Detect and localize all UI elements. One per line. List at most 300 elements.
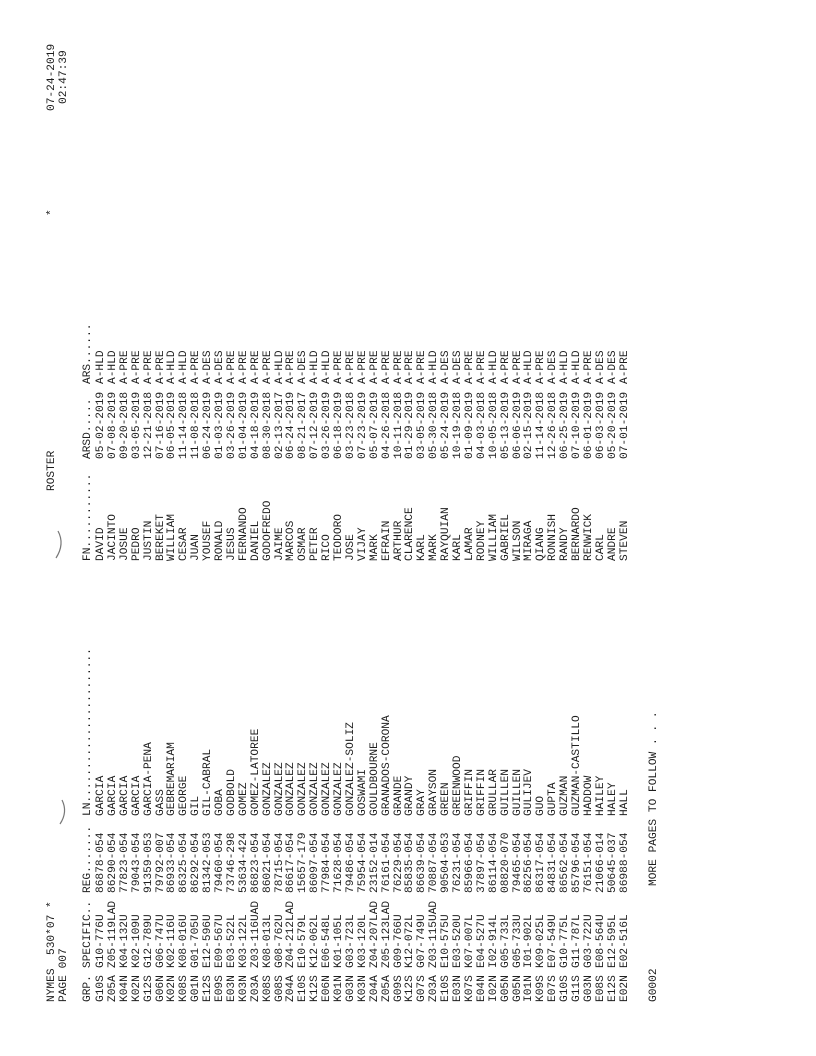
reg-cell: 85796-054 — [571, 832, 583, 893]
specific-cell: K08-016U — [178, 914, 191, 968]
grp-cell: K12S — [309, 975, 322, 1002]
ars-cell: A-DES — [202, 350, 215, 384]
first-name-cell: ANDRE — [606, 527, 619, 561]
ars-cell: A-HLD — [106, 350, 119, 384]
arsd-cell: 12-26-2018 — [547, 391, 560, 459]
first-name-cell: GODOFREDO — [261, 500, 274, 561]
ars-cell: A-DES — [606, 350, 619, 384]
col-header-ars: ARS...... — [82, 323, 94, 384]
reg-cell: 77823-054 — [118, 832, 131, 893]
col-header-ln: LN....................... — [82, 648, 94, 816]
ars-cell: A-PRE — [285, 350, 298, 384]
specific-cell: G03-723L — [344, 914, 357, 968]
first-name-cell: RODNEY — [475, 520, 488, 561]
ars-cell: A-DES — [594, 350, 607, 384]
specific-cell: Z04-207LAD — [368, 900, 381, 968]
arsd-cell: 08-21-2017 — [297, 391, 310, 459]
ars-cell: A-PRE — [404, 350, 417, 384]
last-name-cell: GREENWOOD — [452, 755, 464, 816]
specific-cell: E07-549U — [547, 914, 560, 968]
ars-cell: A-PRE — [535, 350, 548, 384]
grp-cell: E12S — [606, 975, 619, 1002]
first-name-cell: LAMAR — [463, 527, 476, 561]
specific-cell: E06-548L — [321, 914, 334, 968]
arsd-cell: 11-14-2018 — [178, 391, 191, 459]
arsd-cell: 02-15-2019 — [523, 391, 536, 459]
grp-cell: G06N — [154, 975, 167, 1002]
first-name-cell: JUAN — [190, 534, 203, 561]
grp-cell: E09S — [214, 975, 226, 1002]
grp-cell: E08S — [594, 975, 607, 1002]
arsd-cell: 11-14-2018 — [535, 391, 548, 459]
arsd-cell: 06-18-2019 — [333, 391, 345, 459]
last-name-cell: HADDOW — [582, 775, 595, 816]
first-name-cell: JESUS — [225, 527, 238, 561]
specific-cell: G11-787L — [571, 914, 583, 968]
arsd-cell: 12-21-2018 — [142, 391, 155, 459]
last-name-cell: GARCIA — [130, 775, 143, 816]
grp-cell: K02N — [166, 975, 179, 1002]
first-name-cell: WILLIAM — [487, 514, 500, 561]
specific-cell: G12-789U — [142, 914, 155, 968]
last-name-cell: GRANDE — [392, 775, 405, 816]
specific-cell: Z05-119LAD — [106, 900, 119, 968]
last-name-cell: GONZALEZ — [273, 762, 286, 816]
reg-cell: 21066-014 — [594, 832, 607, 893]
specific-cell: Z03-116UAD — [249, 900, 262, 968]
grp-cell: K01N — [333, 975, 345, 1002]
ars-cell: A-HLD — [321, 350, 334, 384]
first-name-cell: RONNISH — [547, 514, 560, 561]
grp-cell: G12S — [142, 975, 155, 1002]
last-name-cell: GONZALEZ — [321, 762, 334, 816]
specific-cell: K12-062L — [309, 914, 322, 968]
footer-code: G0002 — [648, 968, 660, 1002]
reg-cell: 86617-054 — [285, 832, 298, 893]
reg-cell: 78715-054 — [273, 832, 286, 893]
last-name-cell: GODBOLD — [225, 769, 238, 816]
arsd-cell: 04-26-2018 — [380, 391, 393, 459]
grp-cell: E07S — [547, 975, 560, 1002]
ars-cell: A-PRE — [368, 350, 381, 384]
ars-cell: A-PRE — [261, 350, 274, 384]
last-name-cell: GASS — [154, 789, 167, 816]
reg-cell: 76161-054 — [380, 832, 393, 893]
grp-cell: Z05A — [380, 975, 393, 1002]
arsd-cell: 05-13-2019 — [499, 391, 512, 459]
ars-cell: A-HLD — [273, 350, 286, 384]
reg-cell: 37897-054 — [475, 832, 488, 893]
ars-cell: A-PRE — [618, 350, 631, 384]
arsd-cell: 06-06-2019 — [511, 391, 524, 459]
first-name-cell: RENWICK — [582, 514, 595, 561]
roster-title: ROSTER — [46, 450, 58, 491]
grp-cell: G03N — [582, 975, 595, 1002]
ars-cell: A-PRE — [380, 350, 393, 384]
col-header-fn: FN........... — [82, 473, 94, 561]
first-name-cell: RICO — [321, 534, 334, 561]
first-name-cell: CARL — [594, 534, 607, 561]
grp-cell: G08S — [273, 975, 286, 1002]
arsd-cell: 06-24-2019 — [202, 391, 215, 459]
arsd-cell: 03-26-2019 — [321, 391, 334, 459]
grp-cell: K03N — [237, 975, 250, 1002]
last-name-cell: GUILLEN — [499, 769, 512, 816]
grp-cell: Z03A — [428, 975, 441, 1002]
specific-cell: G03-722U — [582, 914, 595, 968]
first-name-cell: MIRAGA — [523, 520, 536, 561]
specific-cell: K02-116U — [166, 914, 179, 968]
first-name-cell: JOSUE — [118, 527, 131, 561]
grp-cell: E02N — [618, 975, 631, 1002]
reg-cell: 76151-054 — [582, 832, 595, 893]
first-name-cell: STEVEN — [618, 520, 631, 561]
specific-cell: E03-520U — [452, 914, 464, 968]
last-name-cell: HALL — [618, 789, 631, 816]
grp-cell: E04N — [475, 975, 488, 1002]
footer-message: MORE PAGES TO FOLLOW . . . — [648, 711, 660, 886]
reg-cell: 77984-054 — [321, 832, 334, 893]
ars-cell: A-PRE — [416, 350, 429, 384]
arsd-cell: 02-13-2017 — [273, 391, 286, 459]
arsd-cell: 01-04-2019 — [237, 391, 250, 459]
ars-cell: A-HLD — [523, 350, 536, 384]
reg-cell: 86823-054 — [249, 832, 262, 893]
last-name-cell: HALEY — [606, 782, 619, 816]
ars-cell: A-PRE — [333, 350, 345, 384]
first-name-cell: RONALD — [214, 520, 226, 561]
reg-cell: 70887-054 — [428, 832, 441, 893]
last-name-cell: GARCIA — [118, 775, 131, 816]
specific-cell: E09-567U — [214, 914, 226, 968]
arsd-cell: 06-24-2019 — [285, 391, 298, 459]
col-header-specific: SPECIFIC.. — [82, 900, 94, 968]
grp-cell: Z05A — [106, 975, 119, 1002]
first-name-cell: BEREKET — [154, 514, 167, 561]
reg-cell: 84831-054 — [547, 832, 560, 893]
reg-cell: 76231-054 — [452, 832, 464, 893]
specific-cell: K03-120L — [356, 914, 369, 968]
reg-cell: 53634-424 — [237, 832, 250, 893]
last-name-cell: GONZALEZ — [285, 762, 298, 816]
reg-cell: 79792-007 — [154, 832, 167, 893]
last-name-cell: GEBREMARIAM — [166, 742, 179, 816]
first-name-cell: OSMAR — [297, 527, 310, 561]
ars-cell: A-DES — [547, 350, 560, 384]
first-name-cell: ARTHUR — [392, 520, 405, 561]
last-name-cell: GRULLAR — [487, 769, 500, 816]
first-name-cell: RANDY — [559, 527, 572, 561]
first-name-cell: EFRAIN — [380, 520, 393, 561]
grp-cell: G01N — [190, 975, 203, 1002]
grp-cell: Z03A — [249, 975, 262, 1002]
reg-cell: 79486-054 — [344, 832, 357, 893]
grp-cell: E10S — [297, 975, 310, 1002]
arsd-cell: 01-09-2019 — [463, 391, 476, 459]
grp-cell: I02N — [487, 975, 500, 1002]
reg-cell: 86290-054 — [106, 832, 119, 893]
last-name-cell: GARCIA — [106, 775, 119, 816]
first-name-cell: KARL — [452, 534, 464, 561]
first-name-cell: MARK — [368, 534, 381, 561]
first-name-cell: JACINTO — [106, 514, 119, 561]
ars-cell: A-PRE — [475, 350, 488, 384]
last-name-cell: GONZALEZ-SOLIZ — [344, 722, 357, 816]
reg-cell: 86639-054 — [416, 832, 429, 893]
arsd-cell: 06-05-2019 — [166, 391, 179, 459]
arsd-cell: 05-20-2019 — [606, 391, 619, 459]
arsd-cell: 01-29-2019 — [404, 391, 417, 459]
first-name-cell: GABRIEL — [499, 514, 512, 561]
ars-cell: A-PRE — [582, 350, 595, 384]
first-name-cell: MARCOS — [285, 520, 298, 561]
first-name-cell: CESAR — [178, 527, 191, 561]
last-name-cell: GRIFFIN — [475, 769, 488, 816]
arsd-cell: 01-03-2019 — [214, 391, 226, 459]
last-name-cell: GARCIA — [95, 775, 107, 816]
specific-cell: K01-105L — [333, 914, 345, 968]
specific-cell: I02-914L — [487, 914, 500, 968]
arsd-cell: 10-11-2018 — [392, 391, 405, 459]
reg-cell: 50645-037 — [606, 832, 619, 893]
specific-cell: G05-733L — [499, 914, 512, 968]
arsd-cell: 03-05-2019 — [416, 391, 429, 459]
arsd-cell: 09-20-2018 — [118, 391, 131, 459]
arsd-cell: 07-16-2019 — [154, 391, 167, 459]
last-name-cell: GRAYSON — [428, 769, 441, 816]
specific-cell: E04-527U — [475, 914, 488, 968]
first-name-cell: BERNARDO — [571, 507, 583, 561]
ars-cell: A-PRE — [237, 350, 250, 384]
reg-cell: 86325-054 — [178, 832, 191, 893]
arsd-cell: 07-12-2019 — [309, 391, 322, 459]
specific-cell: Z04-212LAD — [285, 900, 298, 968]
arsd-cell: 06-03-2019 — [594, 391, 607, 459]
ars-cell: A-HLD — [487, 350, 500, 384]
first-name-cell: TEODORO — [333, 514, 345, 561]
arsd-cell: 04-18-2019 — [249, 391, 262, 459]
reg-cell: 79465-054 — [511, 832, 524, 893]
first-name-cell: WILSON — [511, 520, 524, 561]
ars-cell: A-HLD — [309, 350, 322, 384]
grp-cell: Z04A — [368, 975, 381, 1002]
last-name-cell: GRANADOS-CORONA — [380, 715, 393, 816]
arsd-cell: 03-05-2019 — [130, 391, 143, 459]
specific-cell: E12-595L — [606, 914, 619, 968]
report-date: 07-24-2019 — [46, 43, 58, 111]
first-name-cell: JOSE — [344, 534, 357, 561]
grp-cell: G07S — [416, 975, 429, 1002]
col-header-grp: GRP. — [82, 975, 94, 1002]
last-name-cell: GIL — [190, 795, 203, 816]
first-name-cell: JAIME — [273, 527, 286, 561]
first-name-cell: PEDRO — [130, 527, 143, 561]
grp-cell: K12S — [404, 975, 417, 1002]
specific-cell: E03-522L — [225, 914, 238, 968]
specific-cell: G05-733U — [511, 914, 524, 968]
specific-cell: E10-579L — [297, 914, 310, 968]
ars-cell: A-HLD — [178, 350, 191, 384]
last-name-cell: GUZMAN — [559, 775, 572, 816]
last-name-cell: GOBA — [214, 789, 226, 816]
specific-cell: E12-596U — [202, 914, 215, 968]
reg-cell: 73746-298 — [225, 832, 238, 893]
ars-cell: A-HLD — [428, 350, 441, 384]
arsd-cell: 05-30-2018 — [428, 391, 441, 459]
first-name-cell: WILLIAM — [166, 514, 179, 561]
grp-cell: G11S — [571, 975, 583, 1002]
arsd-cell: 07-10-2019 — [571, 391, 583, 459]
last-name-cell: GRANDY — [404, 775, 417, 816]
ars-cell: A-DES — [440, 350, 453, 384]
ars-cell: A-PRE — [392, 350, 405, 384]
header-title-left: NYMES 530*07 * — [46, 901, 58, 1002]
ars-cell: A-HLD — [559, 350, 572, 384]
ars-cell: A-PRE — [463, 350, 476, 384]
arsd-cell: 08-30-2018 — [261, 391, 274, 459]
ars-cell: A-PRE — [344, 350, 357, 384]
last-name-cell: GUZMAN-CASTILLO — [571, 715, 583, 816]
reg-cell: 08820-070 — [499, 832, 512, 893]
specific-cell: K09-025L — [535, 914, 548, 968]
reg-cell: 86114-054 — [487, 832, 500, 893]
arsd-cell: 05-24-2019 — [440, 391, 453, 459]
specific-cell: E08-564U — [594, 914, 607, 968]
specific-cell: K02-109U — [130, 914, 143, 968]
header-star: * — [46, 209, 58, 216]
grp-cell: K08S — [261, 975, 274, 1002]
ars-cell: A-PRE — [249, 350, 262, 384]
last-name-cell: GONZALEZ — [297, 762, 310, 816]
specific-cell: G01-705U — [190, 914, 203, 968]
specific-cell: G08-762U — [273, 914, 286, 968]
first-name-cell: PETER — [309, 527, 322, 561]
ars-cell: A-HLD — [571, 350, 583, 384]
arsd-cell: 07-01-2019 — [618, 391, 631, 459]
reg-cell: 85966-054 — [463, 832, 476, 893]
last-name-cell: GOMEZ — [237, 782, 250, 816]
specific-cell: Z05-123LAD — [380, 900, 393, 968]
ars-cell: A-PRE — [190, 350, 203, 384]
specific-cell: I01-902L — [523, 914, 536, 968]
grp-cell: K03N — [356, 975, 369, 1002]
grp-cell: E10S — [440, 975, 453, 1002]
arsd-cell: 10-05-2018 — [487, 391, 500, 459]
specific-cell: K07-007L — [463, 914, 476, 968]
last-name-cell: GUO — [535, 795, 548, 816]
reg-cell: 86256-054 — [523, 832, 536, 893]
ars-cell: A-PRE — [225, 350, 238, 384]
reg-cell: 71628-054 — [333, 832, 345, 893]
grp-cell: G03N — [344, 975, 357, 1002]
reg-cell: 15657-179 — [297, 832, 310, 893]
grp-cell: Z04A — [285, 975, 298, 1002]
ars-cell: A-HLD — [95, 350, 107, 384]
ars-cell: A-PRE — [154, 350, 167, 384]
grp-cell: K04N — [118, 975, 131, 1002]
grp-cell: G05N — [511, 975, 524, 1002]
grp-cell: K07S — [463, 975, 476, 1002]
specific-cell: K08-013L — [261, 914, 274, 968]
last-name-cell: HAILEY — [594, 775, 607, 816]
reg-cell: 86317-054 — [535, 832, 548, 893]
last-name-cell: GEORGE — [178, 775, 191, 816]
first-name-cell: MARK — [428, 534, 441, 561]
reg-cell: 86933-054 — [166, 832, 179, 893]
ars-cell: A-PRE — [356, 350, 369, 384]
reg-cell: 79460-054 — [214, 832, 226, 893]
specific-cell: G07-749U — [416, 914, 429, 968]
first-name-cell: VIJAY — [356, 527, 369, 561]
ars-cell: A-PRE — [118, 350, 131, 384]
grp-cell: E06N — [321, 975, 334, 1002]
reg-cell: 81342-053 — [202, 832, 215, 893]
first-name-cell: RAYQUIAN — [440, 507, 453, 561]
arsd-cell: 11-08-2018 — [190, 391, 203, 459]
first-name-cell: YOUSEF — [202, 520, 215, 561]
last-name-cell: GREEN — [440, 782, 453, 816]
grp-cell: K09S — [535, 975, 548, 1002]
ars-cell: A-PRE — [142, 350, 155, 384]
arsd-cell: 05-02-2019 — [95, 391, 107, 459]
specific-cell: G06-747U — [154, 914, 167, 968]
last-name-cell: GULIJEV — [523, 769, 536, 816]
ars-cell: A-DES — [452, 350, 464, 384]
reg-cell: 85835-054 — [404, 832, 417, 893]
last-name-cell: GONZALEZ — [333, 762, 345, 816]
ars-cell: A-PRE — [511, 350, 524, 384]
first-name-cell: JUSTIN — [142, 520, 155, 561]
grp-cell: G10S — [95, 975, 107, 1002]
last-name-cell: GRIFFIN — [463, 769, 476, 816]
col-header-reg: REG....... — [82, 825, 94, 893]
arsd-cell: 03-23-2018 — [344, 391, 357, 459]
reg-cell: 86562-054 — [559, 832, 572, 893]
report-time: 02:47:39 — [58, 50, 70, 104]
grp-cell: I01N — [523, 975, 536, 1002]
last-name-cell: GOMEZ-LATOREE — [249, 728, 262, 816]
reg-cell: 79043-054 — [130, 832, 143, 893]
last-name-cell: GOSWAMI — [356, 769, 369, 816]
reg-cell: 90504-053 — [440, 832, 453, 893]
specific-cell: G10-776U — [95, 914, 107, 968]
ars-cell: A-DES — [297, 350, 310, 384]
ars-cell: A-DES — [214, 350, 226, 384]
specific-cell: K12-072L — [404, 914, 417, 968]
arsd-cell: 03-26-2019 — [225, 391, 238, 459]
arsd-cell: 05-07-2019 — [368, 391, 381, 459]
grp-cell: E03N — [225, 975, 238, 1002]
grp-cell: K02N — [130, 975, 143, 1002]
last-name-cell: GOULDBOURNE — [368, 742, 381, 816]
grp-cell: E03N — [452, 975, 464, 1002]
last-name-cell: GUPTA — [547, 782, 560, 816]
last-name-cell: GIL-CABRAL — [202, 748, 215, 816]
last-name-cell: GUILLEN — [511, 769, 524, 816]
first-name-cell: FERNANDO — [237, 507, 250, 561]
specific-cell: K03-122L — [237, 914, 250, 968]
last-name-cell: GONZALEZ — [261, 762, 274, 816]
arsd-cell: 07-23-2019 — [356, 391, 369, 459]
ars-cell: A-PRE — [499, 350, 512, 384]
reg-cell: 76229-054 — [392, 832, 405, 893]
reg-cell: 75954-054 — [356, 832, 369, 893]
col-header-arsd: ARSD..... — [82, 398, 94, 459]
page-number: PAGE 007 — [58, 948, 70, 1002]
last-name-cell: GRAY — [416, 789, 429, 816]
first-name-cell: DANIEL — [249, 520, 262, 561]
grp-cell: K08S — [178, 975, 191, 1002]
